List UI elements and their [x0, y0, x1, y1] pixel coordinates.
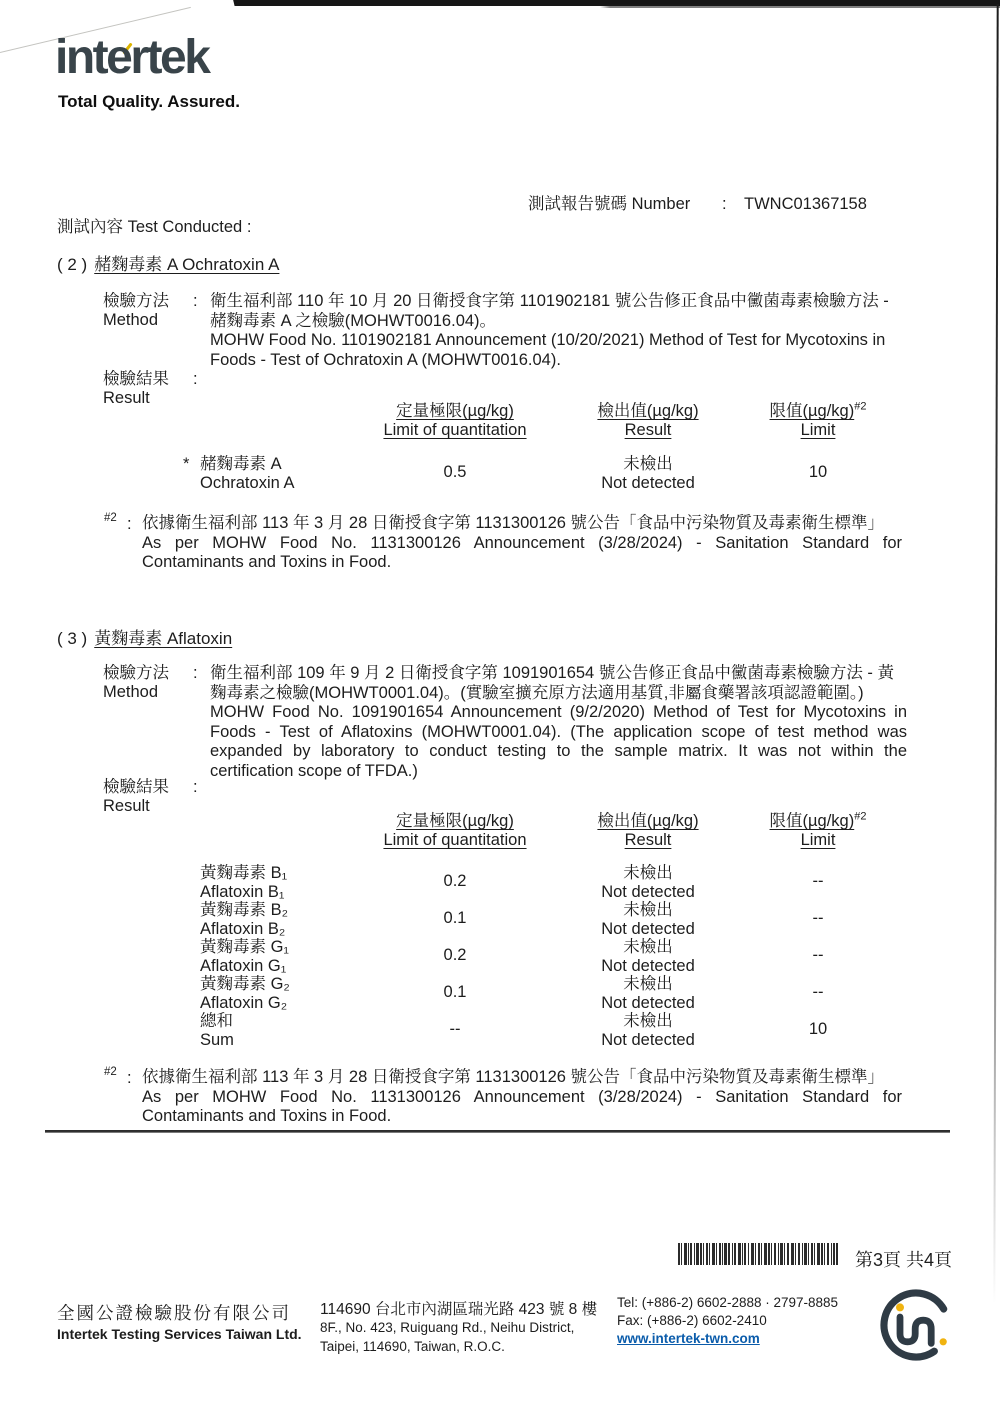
loq-value: 0.2 [443, 945, 467, 964]
footer-website-link: www.intertek-twn.com [617, 1331, 760, 1346]
table-row [0, 899, 1000, 937]
result-value: 未檢出 Not detected [601, 938, 695, 975]
result-value: 未檢出 Not detected [601, 1012, 695, 1049]
result-value: 未檢出 Not detected [601, 864, 695, 901]
section-3-method-colon: : [193, 664, 198, 682]
limit-value: -- [812, 908, 824, 927]
footnote-1-text: 依據衛生福利部 113 年 3 月 28 日衛授食字第 1131300126 號公告「食品中污染物質及毒素衛生標準」 As per MOHW Food No. 1131300126 Announcement (3/28/2024) - Sanitation Standard for Contaminants and Toxins in Food. [142, 514, 902, 571]
loq-value: -- [449, 1019, 461, 1038]
table-row [0, 973, 1000, 1011]
analyte-name: 黃麴毒素 B₁ Aflatoxin B₁ [200, 864, 288, 901]
report-number-label: 測試報告號碼 Number [528, 195, 691, 213]
section-2-method-colon: : [193, 292, 198, 310]
table1-header-loq: 定量極限(µg/kg) Limit of quantitation [383, 402, 527, 439]
page-indicator: 第3頁 共4頁 [855, 1250, 953, 1270]
test-conducted-label: 測試內容 Test Conducted : [57, 218, 252, 236]
footer-fax: Fax: (+886-2) 6602-2410 [617, 1313, 767, 1328]
footnote-2-sup: #2 [104, 1066, 117, 1078]
result-value: 未檢出 Not detected [601, 455, 695, 492]
section-2-title: 赭麴毒素 A Ochratoxin A [94, 255, 280, 274]
analyte-name: 黃麴毒素 B₂ Aflatoxin B₂ [200, 901, 288, 938]
section-3-heading [57, 624, 232, 649]
intertek-circle-icon [876, 1283, 956, 1372]
footer-address-zh: 114690 台北市內湖區瑞光路 423 號 8 樓 [320, 1301, 598, 1318]
footer-tel: Tel: (+886-2) 6602-2888 · 2797-8885 [617, 1295, 839, 1310]
table-row [0, 862, 1000, 900]
footnote-2-text: 依據衛生福利部 113 年 3 月 28 日衛授食字第 1131300126 號公告「食品中污染物質及毒素衛生標準」 As per MOHW Food No. 1131300126 Announcement (3/28/2024) - Sanitation Standard for Contaminants and Toxins in Food. [142, 1068, 902, 1125]
limit-value: 10 [808, 1019, 828, 1038]
footer-address-en-line1: 8F., No. 423, Ruiguang Rd., Neihu District, [320, 1320, 575, 1335]
table2-header-limit: 限值$(\mu g/kg)^{\#2}$ Limit [769, 810, 867, 849]
footnote-2-colon: : [127, 1069, 132, 1087]
intertek-logo-wordmark: intertek [55, 31, 209, 84]
analyte-name: * 赭麴毒素 A Ochratoxin A [183, 455, 295, 492]
scan-edge-right [993, 4, 998, 1304]
footer-company-zh: 全國公證檢驗股份有限公司 [57, 1303, 291, 1323]
table2-header-loq: 定量極限(µg/kg) Limit of quantitation [383, 812, 527, 849]
footnote-1-sup: #2 [104, 512, 117, 524]
section-2-result-label: 檢驗結果 Result [103, 370, 169, 407]
loq-value: 0.1 [443, 908, 467, 927]
section-2-heading [57, 250, 279, 275]
section-2-result-colon: : [193, 370, 198, 388]
limit-value: 10 [808, 462, 828, 481]
limit-value: -- [812, 871, 824, 890]
table1-header-limit: 限值$(\mu g/kg)^{\#2}$ Limit [769, 400, 867, 439]
report-number-colon: : [722, 195, 727, 213]
result-value: 未檢出 Not detected [601, 901, 695, 938]
section-3-result-label: 檢驗結果 Result [103, 778, 169, 815]
loq-value: 0.2 [443, 871, 467, 890]
footer-address-en-line2: Taipei, 114690, Taiwan, R.O.C. [320, 1339, 505, 1354]
section-3-method-text: 衛生福利部 109 年 9 月 2 日衛授食字第 1091901654 號公告修正食品中黴菌毒素檢驗方法 - 黃 麴毒素之檢驗(MOHWT0001.04)。(實驗室擴充原方法適用基質,非屬食藥署該項認證範圍。) MOHW Food No. 1091901654 Announcement (9/2/2020) Method of Test for Mycotoxins in Foods - Test of Aflatoxins (MOHWT0001.04). (The application scope of test method was expanded by laboratory to conduct testing to the sample matrix. It was not within the certification scope of TFDA.) [210, 664, 907, 780]
analyte-name: 黃麴毒素 G₂ Aflatoxin G₂ [200, 975, 290, 1012]
footer-company-en: Intertek Testing Services Taiwan Ltd. [57, 1326, 302, 1342]
intertek-logo-tagline: Total Quality. Assured. [58, 92, 240, 111]
loq-value: 0.1 [443, 982, 467, 1001]
section-3-number: ( 3 ) [57, 629, 88, 648]
section-2-method-label: 檢驗方法 Method [103, 292, 169, 329]
report-number-value: TWNC01367158 [744, 195, 867, 213]
table-row [0, 936, 1000, 974]
section-3-title: 黃麴毒素 Aflatoxin [94, 629, 233, 648]
table1-header-result: 檢出值(µg/kg) Result [597, 402, 699, 439]
table-row [0, 453, 1000, 491]
table-row [0, 1010, 1000, 1048]
footnote-1-colon: : [127, 515, 132, 533]
result-value: 未檢出 Not detected [601, 975, 695, 1012]
table2-header-result: 檢出值(µg/kg) Result [597, 812, 699, 849]
section-2-number: ( 2 ) [57, 255, 88, 274]
analyte-name: 總和 Sum [200, 1012, 234, 1049]
limit-value: -- [812, 945, 824, 964]
analyte-name: 黃麴毒素 G₁ Aflatoxin G₁ [200, 938, 289, 975]
section-2-method-text: 衛生福利部 110 年 10 月 20 日衛授食字第 1101902181 號公告修正食品中黴菌毒素檢驗方法 - 赭麴毒素 A 之檢驗(MOHWT0016.04)。 MOHW Food No. 1101902181 Announcement (10/20/2021) Method of Test for Mycotoxins in Foods - Test of Ochratoxin A (MOHWT0016.04). [210, 292, 889, 369]
barcode [678, 1243, 838, 1270]
section-3-method-label: 檢驗方法 Method [103, 664, 169, 701]
limit-value: -- [812, 982, 824, 1001]
loq-value: 0.5 [443, 462, 467, 481]
section-3-result-colon: : [193, 778, 198, 796]
bottom-divider-rule [45, 1130, 950, 1133]
